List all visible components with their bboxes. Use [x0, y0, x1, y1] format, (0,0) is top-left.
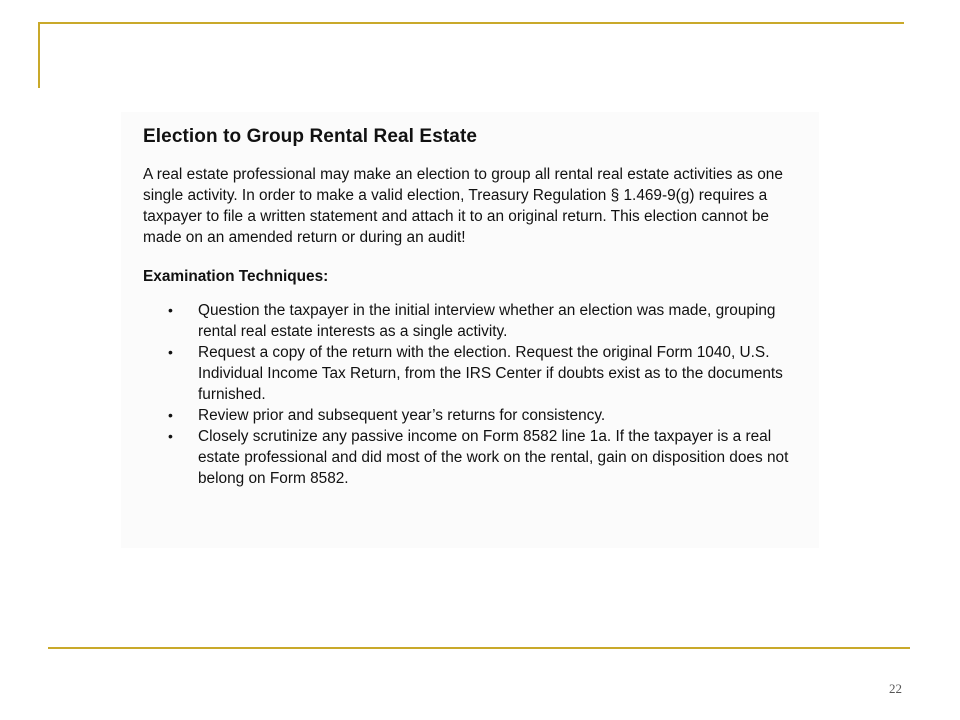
- slide-frame-bottom-line: [48, 647, 910, 649]
- slide-frame-top-line: [38, 22, 904, 24]
- list-item-text: Request a copy of the return with the election. Request the original Form 1040, U.S. Individual Income Tax Return, from the IRS Center if doubts exist as to the documents furnished.: [198, 344, 783, 403]
- list-item: [143, 405, 797, 426]
- list-item-text: Question the taxpayer in the initial interview whether an election was made, grouping rental real estate interests as a single activity.: [198, 302, 776, 340]
- examination-techniques-heading: Examination Techniques:: [143, 268, 329, 285]
- list-item: [143, 300, 797, 342]
- document-paragraph: A real estate professional may make an election to group all rental real estate activities as one single activity. In order to make a valid election, Treasury Regulation § 1.469-9(g) requires a taxpayer to file a written statement and attach it to an original return. This election cannot be made on an amended return or during an audit!: [143, 166, 783, 246]
- slide-frame-left-line: [38, 22, 40, 88]
- list-item: [143, 426, 797, 489]
- bullet-icon: •: [168, 344, 173, 360]
- bullet-icon: •: [168, 407, 173, 423]
- page-number: 22: [889, 681, 902, 696]
- document-title: Election to Group Rental Real Estate: [143, 126, 478, 147]
- bullet-icon: •: [168, 302, 173, 318]
- list-item-text: Closely scrutinize any passive income on Form 8582 line 1a. If the taxpayer is a real estate professional and did most of the work on the rental, gain on disposition does not belong on Form 8582.: [198, 428, 789, 487]
- document-panel: [121, 112, 819, 548]
- list-item-text: Review prior and subsequent year’s returns for consistency.: [198, 407, 606, 424]
- bullet-icon: •: [168, 428, 173, 444]
- examination-techniques-list: [143, 300, 797, 489]
- list-item: [143, 342, 797, 405]
